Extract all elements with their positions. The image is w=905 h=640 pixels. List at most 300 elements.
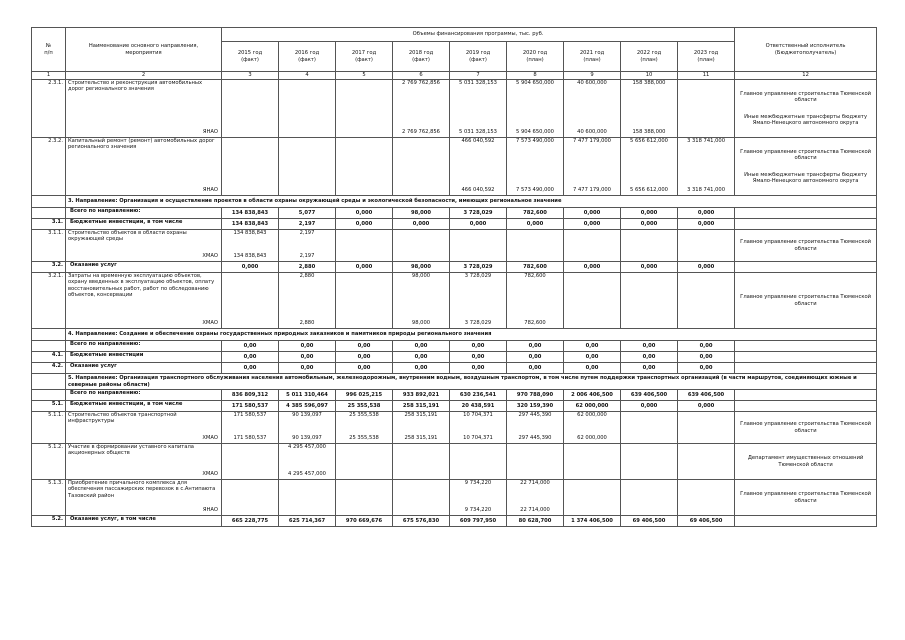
- responsible-executor: Главное управление строительства Тюменской области: [740, 294, 871, 307]
- responsible-executor: Департамент имущественных отношений Тюменской области: [747, 455, 864, 468]
- value-cell: [621, 412, 678, 444]
- value-cell: 0,000: [621, 208, 678, 219]
- header-year: 2015 год (факт): [222, 42, 279, 72]
- value-cell: 0,00: [222, 341, 279, 352]
- value-cell: [678, 480, 735, 516]
- row-label: Всего по направлению:: [66, 208, 222, 219]
- value-cell: [279, 138, 336, 196]
- value-region: 5 904 650,000: [516, 128, 554, 135]
- value-cell: 0,00: [393, 363, 450, 374]
- header-year: 2018 год (факт): [393, 42, 450, 72]
- value-cell: 0,000: [678, 219, 735, 230]
- value-cell: 0,00: [450, 341, 507, 352]
- value-primary: 5 656 612,000: [630, 138, 668, 144]
- responsible-executor: Главное управление строительства Тюменской области: [740, 148, 871, 162]
- responsible-executor: Главное управление строительства Тюменской области: [740, 421, 871, 434]
- value-cell: 0,000: [621, 262, 678, 273]
- value-primary: 158 388,000: [632, 80, 666, 86]
- value-primary: 10 704,371: [463, 412, 493, 418]
- measure-title: Затраты на временную эксплуатацию объектов, охрану введенных в эксплуатацию объектов, оплату восстановительных работ, работ по обследованию объектов, консервации: [68, 273, 215, 299]
- value-primary: 22 714,000: [520, 480, 550, 486]
- value-cell: 69 406,500: [621, 516, 678, 527]
- value-primary: 134 838,843: [233, 230, 267, 236]
- direction-num-cell: [32, 374, 66, 390]
- value-cell: [621, 230, 678, 262]
- value-primary: 25 355,538: [349, 412, 379, 418]
- region-label: ХМАО: [202, 434, 218, 441]
- value-primary: 40 600,000: [577, 80, 607, 86]
- value-cell: 0,000: [621, 401, 678, 412]
- value-cell: 0,000: [621, 219, 678, 230]
- value-region: 7 573 490,000: [516, 186, 554, 193]
- measure-row: [32, 138, 877, 196]
- value-primary: 3 728,029: [464, 273, 492, 279]
- value-cell: 836 809,312: [222, 390, 279, 401]
- value-cell: 0,00: [564, 352, 621, 363]
- direction-row: [32, 196, 877, 208]
- header-column-number: 11: [678, 72, 735, 80]
- header-funding: Объемы финансирования программы, тыс. руб.: [222, 28, 735, 42]
- value-cell: 4 385 596,097: [279, 401, 336, 412]
- value-cell: [678, 230, 735, 262]
- value-cell: 0,000: [336, 208, 393, 219]
- value-cell: 80 628,700: [507, 516, 564, 527]
- value-cell: 0,000: [564, 208, 621, 219]
- total-row: [32, 363, 877, 374]
- value-cell: 0,00: [393, 341, 450, 352]
- value-cell: [621, 138, 678, 196]
- value-primary: 2,880: [299, 273, 315, 279]
- value-cell: [621, 80, 678, 138]
- value-cell: 3 728,029: [450, 262, 507, 273]
- value-cell: 665 228,775: [222, 516, 279, 527]
- value-cell: 0,00: [279, 341, 336, 352]
- responsible-executor: Главное управление строительства Тюменской области: [740, 239, 871, 252]
- value-cell: [621, 444, 678, 480]
- value-cell: 782,600: [507, 262, 564, 273]
- value-cell: [450, 444, 507, 480]
- value-cell: [507, 480, 564, 516]
- value-cell: [336, 138, 393, 196]
- value-region: 9 734,220: [464, 506, 492, 513]
- measure-title: Капитальный ремонт (ремонт) автомобильных дорог регионального значения: [68, 138, 215, 151]
- responsible-cell: [735, 444, 877, 480]
- value-cell: [678, 412, 735, 444]
- measure-row: [32, 80, 877, 138]
- measure-name: [66, 480, 222, 516]
- value-region: 90 139,097: [292, 434, 322, 441]
- value-cell: [507, 444, 564, 480]
- header-column-number: 7: [450, 72, 507, 80]
- value-region: 171 580,537: [233, 434, 267, 441]
- responsible-cell: [735, 516, 877, 527]
- value-cell: [393, 230, 450, 262]
- value-cell: [564, 138, 621, 196]
- value-primary: 2,197: [299, 230, 315, 236]
- value-region: 3 728,029: [464, 319, 492, 326]
- value-cell: [222, 444, 279, 480]
- value-cell: [678, 138, 735, 196]
- row-num: 3.1.: [32, 219, 66, 230]
- header-column-number: 12: [735, 72, 877, 80]
- measure-row: [32, 444, 877, 480]
- header-column-number: 10: [621, 72, 678, 80]
- value-cell: [222, 480, 279, 516]
- value-region: 40 600,000: [577, 128, 607, 135]
- value-primary: 9 734,220: [464, 480, 492, 486]
- responsible-cell: [735, 230, 877, 262]
- value-cell: 258 315,191: [393, 401, 450, 412]
- value-region: 134 838,843: [233, 252, 267, 259]
- value-region: 297 445,390: [518, 434, 552, 441]
- value-cell: 0,00: [621, 352, 678, 363]
- direction-title: 4. Направление: Создание и обеспечение охраны государственных природных заказников и памятников природы регионального значения: [66, 329, 877, 341]
- value-cell: 0,000: [678, 401, 735, 412]
- value-cell: 0,000: [564, 219, 621, 230]
- value-cell: 609 797,950: [450, 516, 507, 527]
- value-cell: 0,00: [564, 363, 621, 374]
- value-primary: 7 573 490,000: [516, 138, 554, 144]
- value-cell: [393, 138, 450, 196]
- table-body: [32, 80, 877, 527]
- row-num: [32, 341, 66, 352]
- value-cell: 970 669,676: [336, 516, 393, 527]
- total-row: [32, 352, 877, 363]
- direction-title: 5. Направление: Организация транспортного обслуживания населения автомобильным, железнодорожным, внутренним водным, воздушным транспортом, в том числе путем поддержки транспортных организаций (в части маршрутов, соединяющих южные и северные районы области): [66, 374, 877, 390]
- value-cell: [336, 80, 393, 138]
- row-num: 5.1.: [32, 401, 66, 412]
- value-cell: 0,00: [279, 363, 336, 374]
- value-cell: [621, 273, 678, 329]
- total-row: [32, 208, 877, 219]
- value-cell: 0,00: [507, 352, 564, 363]
- measure-title: Строительство объектов в области охраны окружающей среды: [68, 230, 187, 243]
- measure-title: Приобретение причального комплекса для обеспечения пассажирских перевозок в с.Антипаюта Тазовский район: [68, 480, 216, 499]
- value-cell: 320 159,390: [507, 401, 564, 412]
- value-cell: 0,000: [450, 219, 507, 230]
- value-cell: 0,00: [450, 352, 507, 363]
- header-year: 2019 год (факт): [450, 42, 507, 72]
- header-year: 2016 год (факт): [279, 42, 336, 72]
- responsible-cell: [735, 401, 877, 412]
- region-label: ЯНАО: [202, 186, 218, 193]
- value-cell: 2,197: [279, 219, 336, 230]
- total-row: [32, 262, 877, 273]
- value-region: 5 656 612,000: [630, 186, 668, 193]
- value-cell: [564, 80, 621, 138]
- value-cell: [336, 273, 393, 329]
- region-label: ХМАО: [202, 252, 218, 259]
- measure-name: [66, 80, 222, 138]
- value-region: 22 714,000: [520, 506, 550, 513]
- value-primary: 62 000,000: [577, 412, 607, 418]
- value-cell: [279, 444, 336, 480]
- value-cell: [279, 273, 336, 329]
- direction-row: [32, 329, 877, 341]
- value-cell: [222, 412, 279, 444]
- row-num: 4.1.: [32, 352, 66, 363]
- value-cell: [507, 138, 564, 196]
- value-cell: 625 714,367: [279, 516, 336, 527]
- value-primary: 3 318 741,000: [687, 138, 726, 144]
- value-primary: 4 295 457,000: [288, 444, 326, 450]
- region-label: ХМАО: [202, 319, 218, 326]
- header-year: 2023 год (план): [678, 42, 735, 72]
- header-column-number: 1: [32, 72, 66, 80]
- value-cell: 0,00: [678, 341, 735, 352]
- value-cell: [222, 138, 279, 196]
- region-label: ЯНАО: [202, 128, 218, 135]
- value-cell: [564, 230, 621, 262]
- value-cell: 996 025,215: [336, 390, 393, 401]
- value-region: 7 477 179,000: [573, 186, 611, 193]
- row-label: Оказание услуг, в том числе: [66, 516, 222, 527]
- total-row: [32, 401, 877, 412]
- value-primary: 297 445,390: [518, 412, 552, 418]
- value-primary: 466 040,592: [461, 138, 495, 144]
- responsible-cell: [735, 273, 877, 329]
- value-cell: 0,000: [336, 219, 393, 230]
- header-column-number: 9: [564, 72, 621, 80]
- row-num: 2.3.2.: [32, 138, 66, 196]
- row-num: 3.1.1.: [32, 230, 66, 262]
- value-cell: [507, 412, 564, 444]
- value-cell: [393, 80, 450, 138]
- value-cell: 5 011 310,464: [279, 390, 336, 401]
- total-row: [32, 219, 877, 230]
- value-region: 25 355,538: [349, 434, 379, 441]
- value-region: 258 315,191: [404, 434, 438, 441]
- value-cell: [393, 480, 450, 516]
- value-cell: [279, 412, 336, 444]
- row-num: 5.2.: [32, 516, 66, 527]
- value-cell: 0,000: [336, 262, 393, 273]
- funding-table: [31, 27, 877, 527]
- value-cell: 98,000: [393, 262, 450, 273]
- total-row: [32, 390, 877, 401]
- value-cell: 134 838,843: [222, 219, 279, 230]
- region-label: ХМАО: [202, 470, 218, 477]
- header-num: № п/п: [32, 28, 66, 72]
- value-cell: 0,00: [564, 341, 621, 352]
- value-region: 98,000: [411, 319, 431, 326]
- responsible-cell: [735, 412, 877, 444]
- value-cell: 171 580,537: [222, 401, 279, 412]
- measure-name: [66, 230, 222, 262]
- value-cell: 98,000: [393, 208, 450, 219]
- direction-title: 3. Направление: Организация и осуществление проектов в области охраны окружающей среды и экологической безопасности, имеющих региональное значение: [66, 196, 877, 208]
- value-cell: [279, 80, 336, 138]
- document-page: [31, 27, 875, 527]
- measure-row: [32, 480, 877, 516]
- value-cell: 0,00: [507, 341, 564, 352]
- table-header: [32, 28, 877, 80]
- value-cell: [279, 230, 336, 262]
- value-primary: 7 477 179,000: [573, 138, 611, 144]
- row-label: Бюджетные инвестиции, в том числе: [66, 219, 222, 230]
- measure-name: [66, 444, 222, 480]
- row-label: Оказание услуг: [66, 363, 222, 374]
- value-cell: 2 006 406,500: [564, 390, 621, 401]
- value-cell: [450, 138, 507, 196]
- value-region: 10 704,371: [463, 434, 493, 441]
- value-cell: [507, 273, 564, 329]
- value-region: 2,197: [299, 252, 315, 259]
- header-column-number: 8: [507, 72, 564, 80]
- value-cell: [564, 444, 621, 480]
- row-label: Бюджетные инвестиции: [66, 352, 222, 363]
- value-cell: 0,000: [678, 262, 735, 273]
- value-cell: 639 406,500: [678, 390, 735, 401]
- header-year: 2020 год (план): [507, 42, 564, 72]
- value-cell: 0,00: [621, 341, 678, 352]
- value-cell: 0,000: [678, 208, 735, 219]
- direction-num-cell: [32, 329, 66, 341]
- value-cell: [450, 480, 507, 516]
- value-cell: 134 838,843: [222, 208, 279, 219]
- measure-title: Участие в формировании уставного капитала акционерных обществ: [68, 444, 194, 457]
- header-column-number: 4: [279, 72, 336, 80]
- value-cell: 20 438,591: [450, 401, 507, 412]
- value-region: 782,600: [524, 319, 546, 326]
- value-cell: [678, 273, 735, 329]
- responsible-cell: [735, 390, 877, 401]
- row-num: 4.2.: [32, 363, 66, 374]
- row-label: Бюджетные инвестиции, в том числе: [66, 401, 222, 412]
- value-cell: [678, 80, 735, 138]
- header-year: 2022 год (план): [621, 42, 678, 72]
- value-region: 4 295 457,000: [288, 470, 326, 477]
- measure-row: [32, 273, 877, 329]
- value-cell: 69 406,500: [678, 516, 735, 527]
- value-cell: [222, 273, 279, 329]
- responsible-cell: [735, 262, 877, 273]
- responsible-cell: [735, 80, 877, 138]
- value-cell: 0,00: [507, 363, 564, 374]
- value-region: 466 040,592: [461, 186, 495, 193]
- value-cell: 3 728,029: [450, 208, 507, 219]
- value-cell: [564, 480, 621, 516]
- total-row: [32, 516, 877, 527]
- value-cell: [450, 230, 507, 262]
- measure-row: [32, 230, 877, 262]
- measure-row: [32, 412, 877, 444]
- measure-name: [66, 412, 222, 444]
- value-region: 2,880: [299, 319, 315, 326]
- header-name: Наименование основного направления, мероприятия: [66, 28, 222, 72]
- header-year: 2017 год (факт): [336, 42, 393, 72]
- responsible-cell: [735, 138, 877, 196]
- row-num: [32, 390, 66, 401]
- value-cell: 0,00: [222, 363, 279, 374]
- value-cell: 0,00: [336, 352, 393, 363]
- value-cell: 5,077: [279, 208, 336, 219]
- value-region: 2 769 762,856: [402, 128, 440, 135]
- total-row: [32, 341, 877, 352]
- region-label: ЯНАО: [202, 506, 218, 513]
- row-num: 5.1.2.: [32, 444, 66, 480]
- value-cell: 0,000: [222, 262, 279, 273]
- value-cell: [336, 480, 393, 516]
- value-cell: [336, 412, 393, 444]
- responsible-transfer: Иные межбюджетные трансферты бюджету Ямало-Ненецкого автономного округа: [744, 171, 868, 184]
- value-cell: 0,000: [507, 219, 564, 230]
- value-region: 158 388,000: [632, 128, 666, 135]
- row-num: 5.1.1.: [32, 412, 66, 444]
- value-cell: 639 406,500: [621, 390, 678, 401]
- responsible-transfer: Иные межбюджетные трансферты бюджету Ямало-Ненецкого автономного округа: [744, 113, 868, 126]
- value-cell: 0,00: [393, 352, 450, 363]
- row-label: Оказание услуг: [66, 262, 222, 273]
- value-cell: [507, 80, 564, 138]
- measure-name: [66, 138, 222, 196]
- value-cell: [393, 444, 450, 480]
- value-primary: 98,000: [411, 273, 431, 279]
- measure-name: [66, 273, 222, 329]
- value-cell: 0,00: [450, 363, 507, 374]
- measure-title: Строительство и реконструкция автомобильных дорог регионального значения: [68, 80, 203, 93]
- value-primary: 258 315,191: [404, 412, 438, 418]
- value-cell: [393, 412, 450, 444]
- value-cell: 0,00: [336, 363, 393, 374]
- value-cell: [336, 230, 393, 262]
- value-cell: 0,00: [279, 352, 336, 363]
- value-cell: 0,00: [678, 363, 735, 374]
- responsible-cell: [735, 219, 877, 230]
- value-cell: 0,00: [336, 341, 393, 352]
- value-cell: [450, 412, 507, 444]
- value-cell: [393, 273, 450, 329]
- value-cell: 630 236,541: [450, 390, 507, 401]
- value-cell: 970 788,090: [507, 390, 564, 401]
- value-cell: [222, 230, 279, 262]
- value-region: 5 031 328,153: [459, 128, 497, 135]
- value-cell: 1 374 406,500: [564, 516, 621, 527]
- value-cell: 0,000: [564, 262, 621, 273]
- value-primary: 5 031 328,153: [459, 80, 497, 86]
- measure-title: Строительство объектов транспортной инфраструктуры: [68, 412, 177, 425]
- value-cell: [450, 80, 507, 138]
- row-label: Всего по направлению:: [66, 341, 222, 352]
- header-column-number: 2: [66, 72, 222, 80]
- value-cell: 782,600: [507, 208, 564, 219]
- row-num: 5.1.3.: [32, 480, 66, 516]
- responsible-cell: [735, 480, 877, 516]
- row-num: [32, 208, 66, 219]
- value-cell: 62 000,000: [564, 401, 621, 412]
- value-cell: 25 355,538: [336, 401, 393, 412]
- value-cell: 933 892,021: [393, 390, 450, 401]
- row-num: 3.2.: [32, 262, 66, 273]
- row-label: Всего по направлению:: [66, 390, 222, 401]
- value-primary: 782,600: [524, 273, 546, 279]
- value-primary: 2 769 762,856: [402, 80, 440, 86]
- row-num: 3.2.1.: [32, 273, 66, 329]
- value-cell: [336, 444, 393, 480]
- responsible-executor: Главное управление строительства Тюменской области: [740, 90, 871, 104]
- value-cell: [678, 444, 735, 480]
- value-region: 62 000,000: [577, 434, 607, 441]
- direction-row: [32, 374, 877, 390]
- responsible-executor: Главное управление строительства Тюменской области: [740, 491, 871, 504]
- responsible-cell: [735, 341, 877, 352]
- value-primary: 5 904 650,000: [516, 80, 554, 86]
- row-num: 2.3.1.: [32, 80, 66, 138]
- value-cell: [222, 80, 279, 138]
- header-column-number: 5: [336, 72, 393, 80]
- value-cell: 2,880: [279, 262, 336, 273]
- header-year: 2021 год (план): [564, 42, 621, 72]
